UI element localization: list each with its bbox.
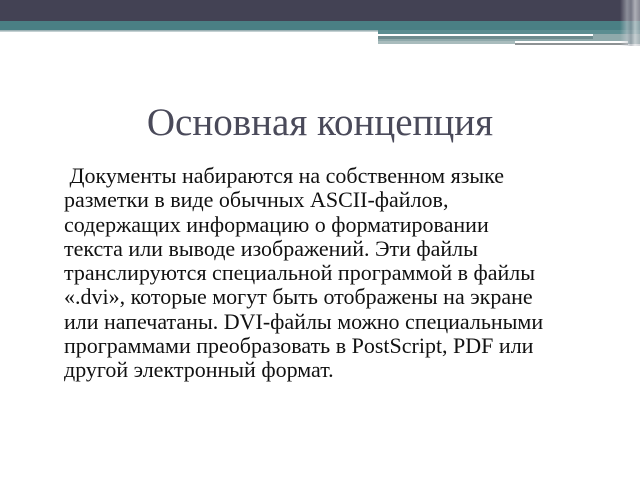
header-accent-line-shadow [515,43,628,45]
body-line: программами преобразовать в PostScript, PDF или [64,333,534,359]
body-line: Документы набираются на собственном языке [64,163,505,188]
body-line: текста или выводе изображений. Эти файлы [64,235,478,261]
body-line: содержащих информацию о форматировании [64,211,489,237]
header-dark-band [0,0,640,21]
body-line: или напечатаны. DVI-файлы можно специальными [64,308,544,334]
body-line: «.dvi», которые могут быть отображены на экране [64,284,533,310]
body-line: разметки в виде обычных ASCII-файлов, [64,187,449,213]
header-accent-line-shadow [378,36,593,39]
header-teal-band [0,21,640,30]
body-line: другой электронный формат. [64,357,334,383]
body-line: транслируются специальной программой в файлы [64,260,536,286]
header-right-edge [620,0,640,46]
slide-body [64,164,609,383]
header-shadow [0,30,378,32]
slide-title: Основная концепция [146,101,494,144]
header-extension-bottom [378,41,515,44]
